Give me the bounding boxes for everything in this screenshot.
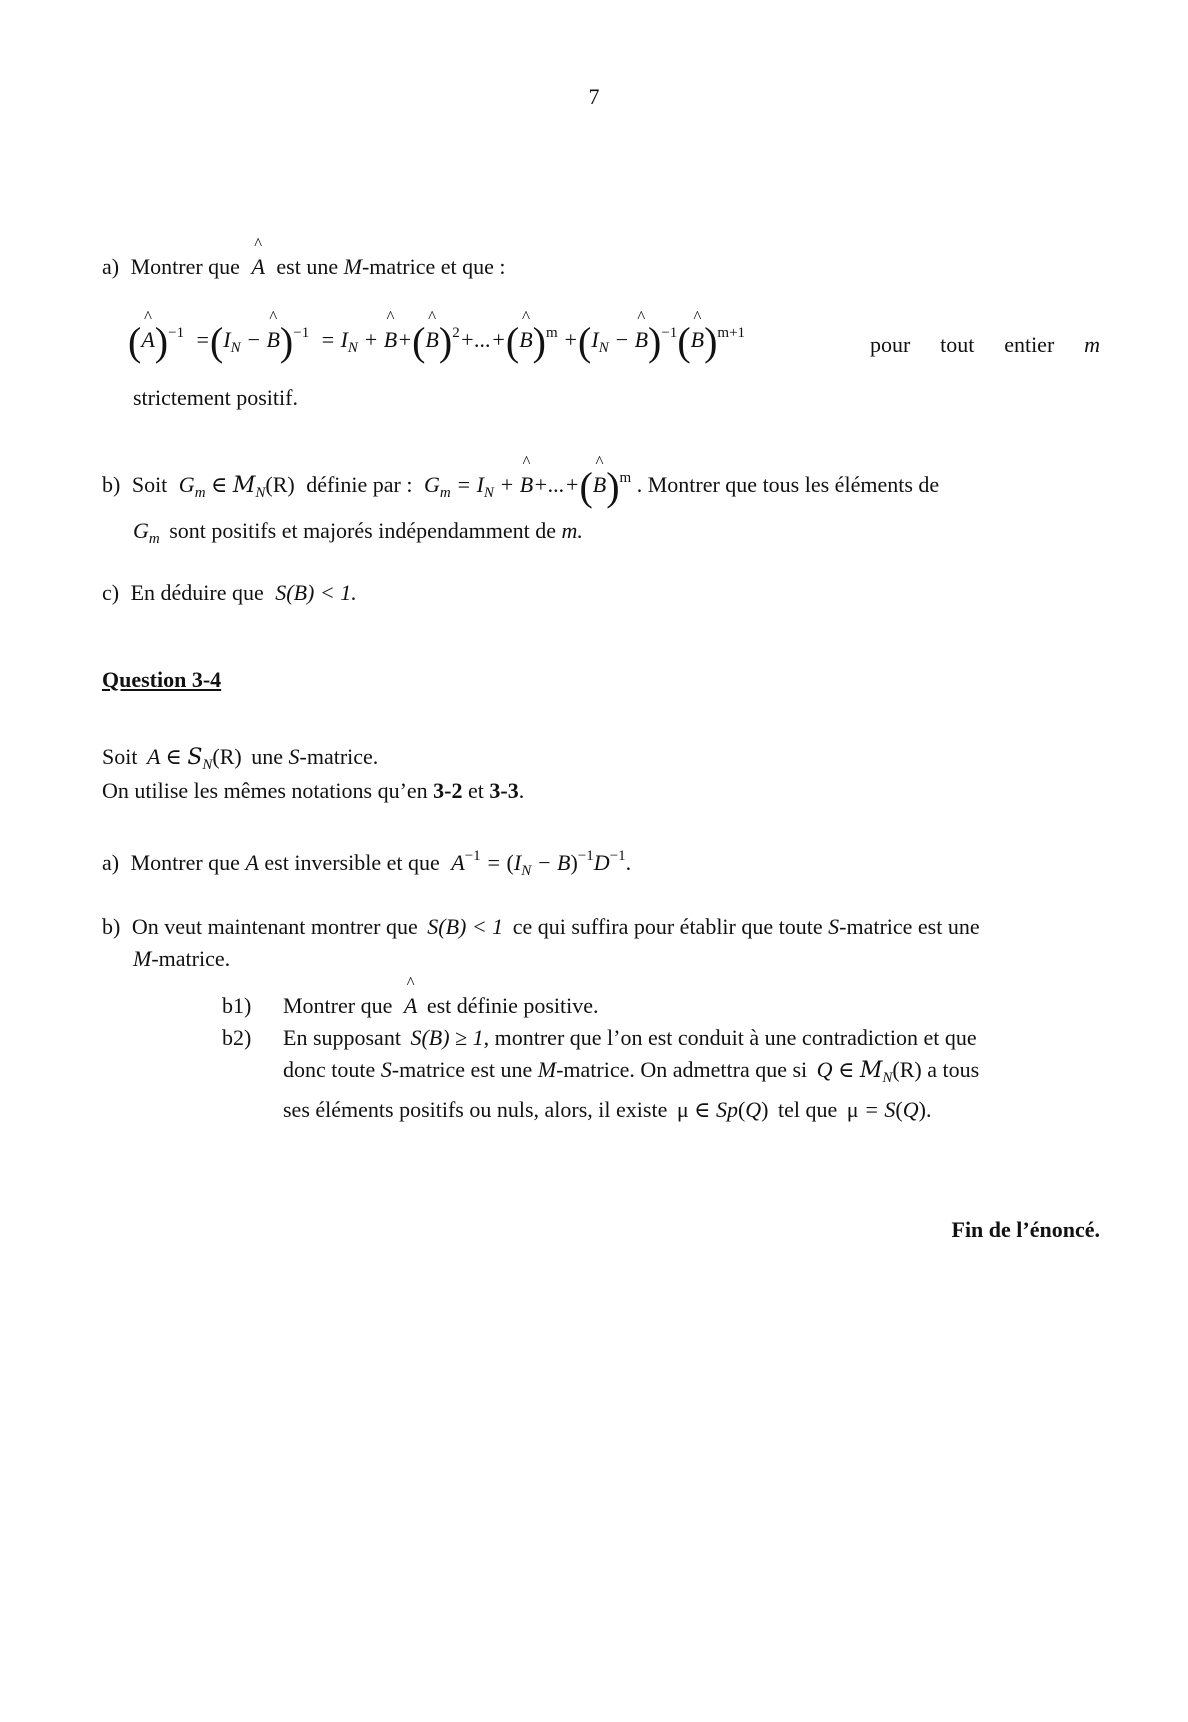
part-a-formula-line [128,318,1100,365]
b2-line1-b: , montrer que l’on est conduit à une contradiction et que [483,1025,977,1050]
q-b-line2: M-matrice. [133,946,231,971]
q-a-line: a) Montrer que A est inversible et que $A^{-1} = (I_N - B)^{-1}D^{-1}$. [102,848,632,879]
b2-line3-a: ses éléments positifs ou nuls, alors, il existe [283,1097,668,1122]
tail-word-tout: tout [940,332,975,357]
intro1-smatrice: -matrice. [299,744,379,769]
gm-formula: $G_m = I_N$ + ^ B+...+(^ B)$^m$ [424,472,631,497]
page-number: 7 [588,84,600,109]
q-b2-line3: ses éléments positifs ou nuls, alors, il existe μ ∈ Sp(Q) tel que μ = S(Q). [283,1097,932,1122]
part-c-formula: S(B) < 1. [275,580,357,605]
part-c-label: c) [102,580,120,605]
intro2-text: On utilise les mêmes notations qu’en [102,778,428,803]
b2-label: b2) [222,1025,252,1050]
part-c-line [102,580,357,606]
part-b-line2 [133,518,583,548]
b1-text-a: Montrer que [283,993,393,1018]
tail-word-pour: pour [870,332,911,357]
m-matrix-symbol: M [343,254,362,279]
q-b1-line [222,993,599,1019]
part-b-line1 [102,463,1100,510]
q-a-label: a) [102,850,120,875]
a-hat-symbol: ^ A [251,254,264,280]
part-b-line2-var: m. [561,518,583,543]
q-b-label: b) [102,914,121,939]
part-a-continuation: strictement positif. [133,385,298,410]
b2-line2-d: a tous [927,1057,980,1082]
inverse-formula: $A^{-1} = (I_N - B)^{-1}D^{-1}$. [451,848,632,879]
part-b-definie: définie par : [306,472,413,497]
tail-var-m: m [1084,332,1100,357]
b2-line1-a: En supposant [283,1025,401,1050]
part-a-tail [870,332,1100,358]
gm-in-mn: $G_m$ ∈ $M_N(R)$ [178,472,295,501]
q-b2-line2: donc toute S-matrice est une M-matrice. On admettra que si Q ∈ $M_N(R)$ a tous [283,1057,980,1086]
intro2-end: . [518,778,525,803]
q-b-line1-b: ce qui suffira pour établir que toute [512,914,823,939]
question-intro-1: Soit A ∈ $S_N(R)$ une S-matrice. [102,744,379,773]
b2-line3-b: tel que [778,1097,838,1122]
intro1-une: une [251,744,283,769]
b1-content: Montrer que ^ A est définie positive. [283,993,599,1019]
part-b-soit: Soit [131,472,168,497]
a-in-sn: A ∈ $S_N(R)$ [146,744,242,773]
part-b-label: b) [102,472,121,497]
q-b2-label-line [222,1025,251,1051]
part-a-text-after: est une [276,254,339,279]
intro2-ref1: 3-2 [433,778,463,803]
end-of-statement: Fin de l’énoncé. [951,1217,1100,1242]
part-a-text: Montrer que [130,254,240,279]
intro2-ref2: 3-3 [489,778,519,803]
b1-text-b: est définie positive. [426,993,599,1018]
part-a-line1 [102,254,505,280]
q-a-text2: est inversible et que [264,850,440,875]
intro1-soit: Soit [102,744,138,769]
part-c-text: En déduire que [130,580,264,605]
sb-less-1: S(B) < 1 [427,914,504,939]
neumann-series-formula: (^ $A)^{-1} =(I_N$ − ^ $B)^{-1} = I_N$ + ^ B+(^ B)$^2$+...+(^ $B)^m +(I_N$ − ^ B)$^{-1}$(^ B)$^{m+1}$ [128,327,745,352]
q-a-text: Montrer que [130,850,240,875]
tail-word-entier: entier [1004,332,1055,357]
q-b-line1-a: On veut maintenant montrer que [131,914,418,939]
part-b-montrer: . Montrer que tous les éléments de [636,472,940,497]
intro2-and: et [468,778,484,803]
b2-line2-a: donc toute [283,1057,376,1082]
b2-line2-c: -matrice. On admettra que si [556,1057,808,1082]
question-intro-2 [102,778,524,804]
question-title: Question 3-4 [102,667,222,692]
q-b-line1-c: -matrice est une [839,914,980,939]
b2-line2-b: -matrice est une [391,1057,533,1082]
gm-symbol: $G_m$ [133,518,160,547]
part-a-label: a) [102,254,120,279]
part-b-line2-text: sont positifs et majorés indépendamment de [169,518,556,543]
q-b-line2-text: -matrice. [151,946,231,971]
q-b-line1: b) On veut maintenant montrer que S(B) < 1 ce qui suffira pour établir que toute S-matrice est une [102,914,980,939]
part-a-text-after2: -matrice et que : [361,254,506,279]
q-b2-line1: En supposant S(B) ≥ 1, montrer que l’on est conduit à une contradiction et que [283,1025,977,1050]
b1-label: b1) [222,993,252,1018]
